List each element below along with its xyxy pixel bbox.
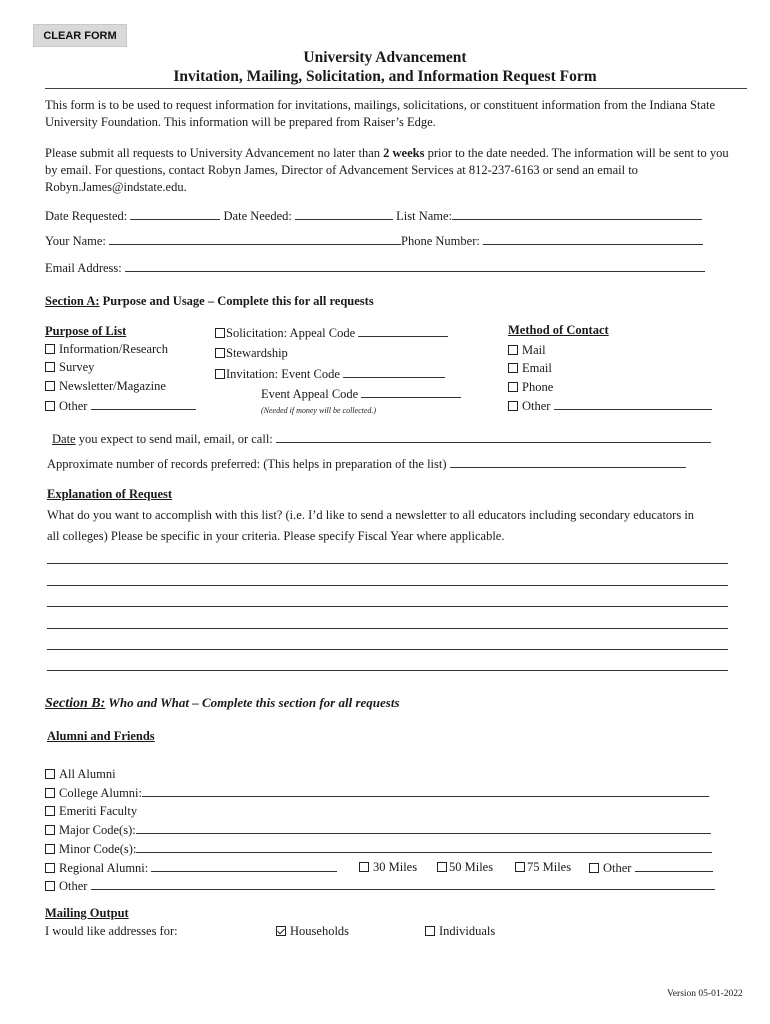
phone-number-input[interactable] xyxy=(483,233,703,245)
checkbox-icon[interactable] xyxy=(508,382,518,392)
explanation-line-2: all colleges) Please be specific in your criteria. Please specify Fiscal Year where applicable. xyxy=(47,529,505,543)
method-item-other[interactable]: Other xyxy=(508,398,712,414)
method-item-phone[interactable]: Phone xyxy=(508,380,553,395)
needed-note: (Needed if money will be collected.) xyxy=(261,406,377,415)
explanation-input-line-6[interactable] xyxy=(47,670,728,671)
checkbox-icon[interactable] xyxy=(45,381,55,391)
version-label: Version 05-01-2022 xyxy=(667,989,743,999)
solicitation-appeal-option[interactable]: Solicitation: Appeal Code xyxy=(215,325,448,341)
checkbox-icon[interactable] xyxy=(45,844,55,854)
checkbox-icon[interactable] xyxy=(508,363,518,373)
checkbox-icon[interactable] xyxy=(437,862,447,872)
emeriti-option[interactable]: Emeriti Faculty xyxy=(45,804,137,819)
date-requested-label: Date Requested: xyxy=(45,209,128,223)
title-rule xyxy=(45,88,747,89)
invitation-event-option[interactable]: Invitation: Event Code xyxy=(215,366,445,382)
explanation-input-line-5[interactable] xyxy=(47,649,728,650)
event-appeal-input[interactable] xyxy=(361,386,461,398)
checkbox-icon[interactable] xyxy=(515,862,525,872)
checkbox-icon[interactable] xyxy=(589,863,599,873)
section-b-label: Section B: xyxy=(45,696,106,711)
method-header: Method of Contact xyxy=(508,323,609,337)
explanation-input-line-4[interactable] xyxy=(47,628,728,629)
checkbox-icon[interactable] xyxy=(215,348,225,358)
regional-alumni-input[interactable] xyxy=(151,860,337,872)
explanation-input-line-1[interactable] xyxy=(47,563,728,564)
approx-records-row xyxy=(47,456,686,472)
individuals-option[interactable]: Individuals xyxy=(425,924,495,939)
email-address-input[interactable] xyxy=(125,260,705,272)
checkbox-icon[interactable] xyxy=(508,401,518,411)
section-a-header xyxy=(45,294,374,309)
checkbox-icon[interactable] xyxy=(215,369,225,379)
alumni-other-option[interactable]: Other xyxy=(45,878,715,894)
section-a-title: Purpose and Usage – Complete this for all requests xyxy=(99,294,374,308)
clear-form-button[interactable]: CLEAR FORM xyxy=(33,24,127,47)
field-row-1 xyxy=(45,208,702,224)
field-row-3 xyxy=(45,260,705,276)
checkbox-icon[interactable] xyxy=(215,328,225,338)
submit-deadline: 2 weeks xyxy=(383,146,425,160)
checkbox-icon[interactable] xyxy=(45,401,55,411)
stewardship-option[interactable]: Stewardship xyxy=(215,346,288,361)
email-address-label: Email Address: xyxy=(45,261,122,275)
explanation-line-1: What do you want to accomplish with this list? (i.e. I’d like to send a newsletter to all educators including secondary educators in xyxy=(47,508,695,522)
miles-30-option[interactable]: 30 Miles xyxy=(359,860,417,875)
submit-text-after: prior to the date needed. The information will be sent to you by email. For questions, contact Robyn James, Director of Advancement Services at 812-237-6163 or send an email to Robyn.James@indstate.edu. xyxy=(45,146,729,194)
major-code-option[interactable]: Major Code(s): xyxy=(45,822,711,838)
explanation-input-line-3[interactable] xyxy=(47,606,728,607)
form-title-line2: Invitation, Mailing, Solicitation, and Information Request Form xyxy=(173,68,597,85)
purpose-item-survey[interactable]: Survey xyxy=(45,360,94,375)
checkbox-icon[interactable] xyxy=(45,806,55,816)
method-item-mail[interactable]: Mail xyxy=(508,343,546,358)
minor-code-input[interactable] xyxy=(136,841,712,853)
field-row-2 xyxy=(45,233,703,249)
form-title-line1: University Advancement xyxy=(303,49,467,66)
date-needed-label: Date Needed: xyxy=(223,209,292,223)
checkbox-icon[interactable] xyxy=(45,825,55,835)
date-expect-label: you expect to send mail, email, or call: xyxy=(75,432,273,446)
checkbox-icon[interactable] xyxy=(425,926,435,936)
your-name-input[interactable] xyxy=(109,233,401,245)
your-name-label: Your Name: xyxy=(45,234,106,248)
list-name-label: List Name: xyxy=(396,209,453,223)
households-option[interactable]: Households xyxy=(276,924,349,939)
intro-paragraph: This form is to be used to request information for invitations, mailings, solicitations, or constituent information from the Indiana State University Foundation. This information will be prepared from Raiser’s Edge. xyxy=(45,98,716,129)
alumni-header: Alumni and Friends xyxy=(47,729,155,743)
checkbox-icon[interactable] xyxy=(45,788,55,798)
date-word: Date xyxy=(52,432,76,446)
purpose-item-newsletter[interactable]: Newsletter/Magazine xyxy=(45,379,166,394)
purpose-item-info[interactable]: Information/Research xyxy=(45,342,168,357)
purpose-item-other[interactable]: Other xyxy=(45,398,196,414)
miles-other-input[interactable] xyxy=(635,860,713,872)
method-other-input[interactable] xyxy=(554,398,712,410)
checkbox-icon[interactable] xyxy=(45,863,55,873)
date-expect-row xyxy=(52,431,711,447)
section-b-title: Who and What – Complete this section for all requests xyxy=(105,695,400,710)
college-alumni-input[interactable] xyxy=(142,785,709,797)
mailing-output-header: Mailing Output xyxy=(45,906,129,920)
checkbox-icon[interactable] xyxy=(359,862,369,872)
purpose-other-input[interactable] xyxy=(91,398,196,410)
event-code-input[interactable] xyxy=(343,366,445,378)
checkbox-icon[interactable] xyxy=(508,345,518,355)
alumni-other-input[interactable] xyxy=(91,878,715,890)
major-code-input[interactable] xyxy=(136,822,711,834)
miles-other-option[interactable]: Other xyxy=(589,860,713,876)
appeal-code-input[interactable] xyxy=(358,325,448,337)
approx-records-label: Approximate number of records preferred: (This helps in preparation of the list) xyxy=(47,457,447,471)
miles-50-option[interactable]: 50 Miles xyxy=(437,860,493,875)
phone-number-label: Phone Number: xyxy=(401,234,480,248)
section-a-label: Section A: xyxy=(45,294,100,308)
event-appeal-row xyxy=(261,386,461,402)
purpose-header: Purpose of List xyxy=(45,324,127,338)
checkbox-icon[interactable] xyxy=(45,362,55,372)
checked-checkbox-icon[interactable] xyxy=(276,926,286,936)
explanation-input-line-2[interactable] xyxy=(47,585,728,586)
list-name-input[interactable] xyxy=(452,208,702,220)
date-expect-input[interactable] xyxy=(276,431,711,443)
minor-code-option[interactable]: Minor Code(s): xyxy=(45,841,712,857)
submit-text-before: Please submit all requests to University Advancement no later than xyxy=(45,146,384,160)
method-item-email[interactable]: Email xyxy=(508,361,552,376)
date-requested-input[interactable] xyxy=(130,208,220,220)
section-b-header xyxy=(45,695,400,712)
regional-alumni-option[interactable]: Regional Alumni: xyxy=(45,860,337,876)
explanation-header: Explanation of Request xyxy=(47,487,173,501)
date-needed-input[interactable] xyxy=(295,208,393,220)
mailing-output-prompt: I would like addresses for: xyxy=(45,924,178,938)
all-alumni-option[interactable]: All Alumni xyxy=(45,767,116,782)
miles-75-option[interactable]: 75 Miles xyxy=(515,860,571,875)
checkbox-icon[interactable] xyxy=(45,769,55,779)
approx-records-input[interactable] xyxy=(450,456,686,468)
checkbox-icon[interactable] xyxy=(45,344,55,354)
checkbox-icon[interactable] xyxy=(45,881,55,891)
event-appeal-label: Event Appeal Code xyxy=(261,387,359,401)
college-alumni-option[interactable]: College Alumni: xyxy=(45,785,709,801)
submit-paragraph xyxy=(45,145,735,196)
